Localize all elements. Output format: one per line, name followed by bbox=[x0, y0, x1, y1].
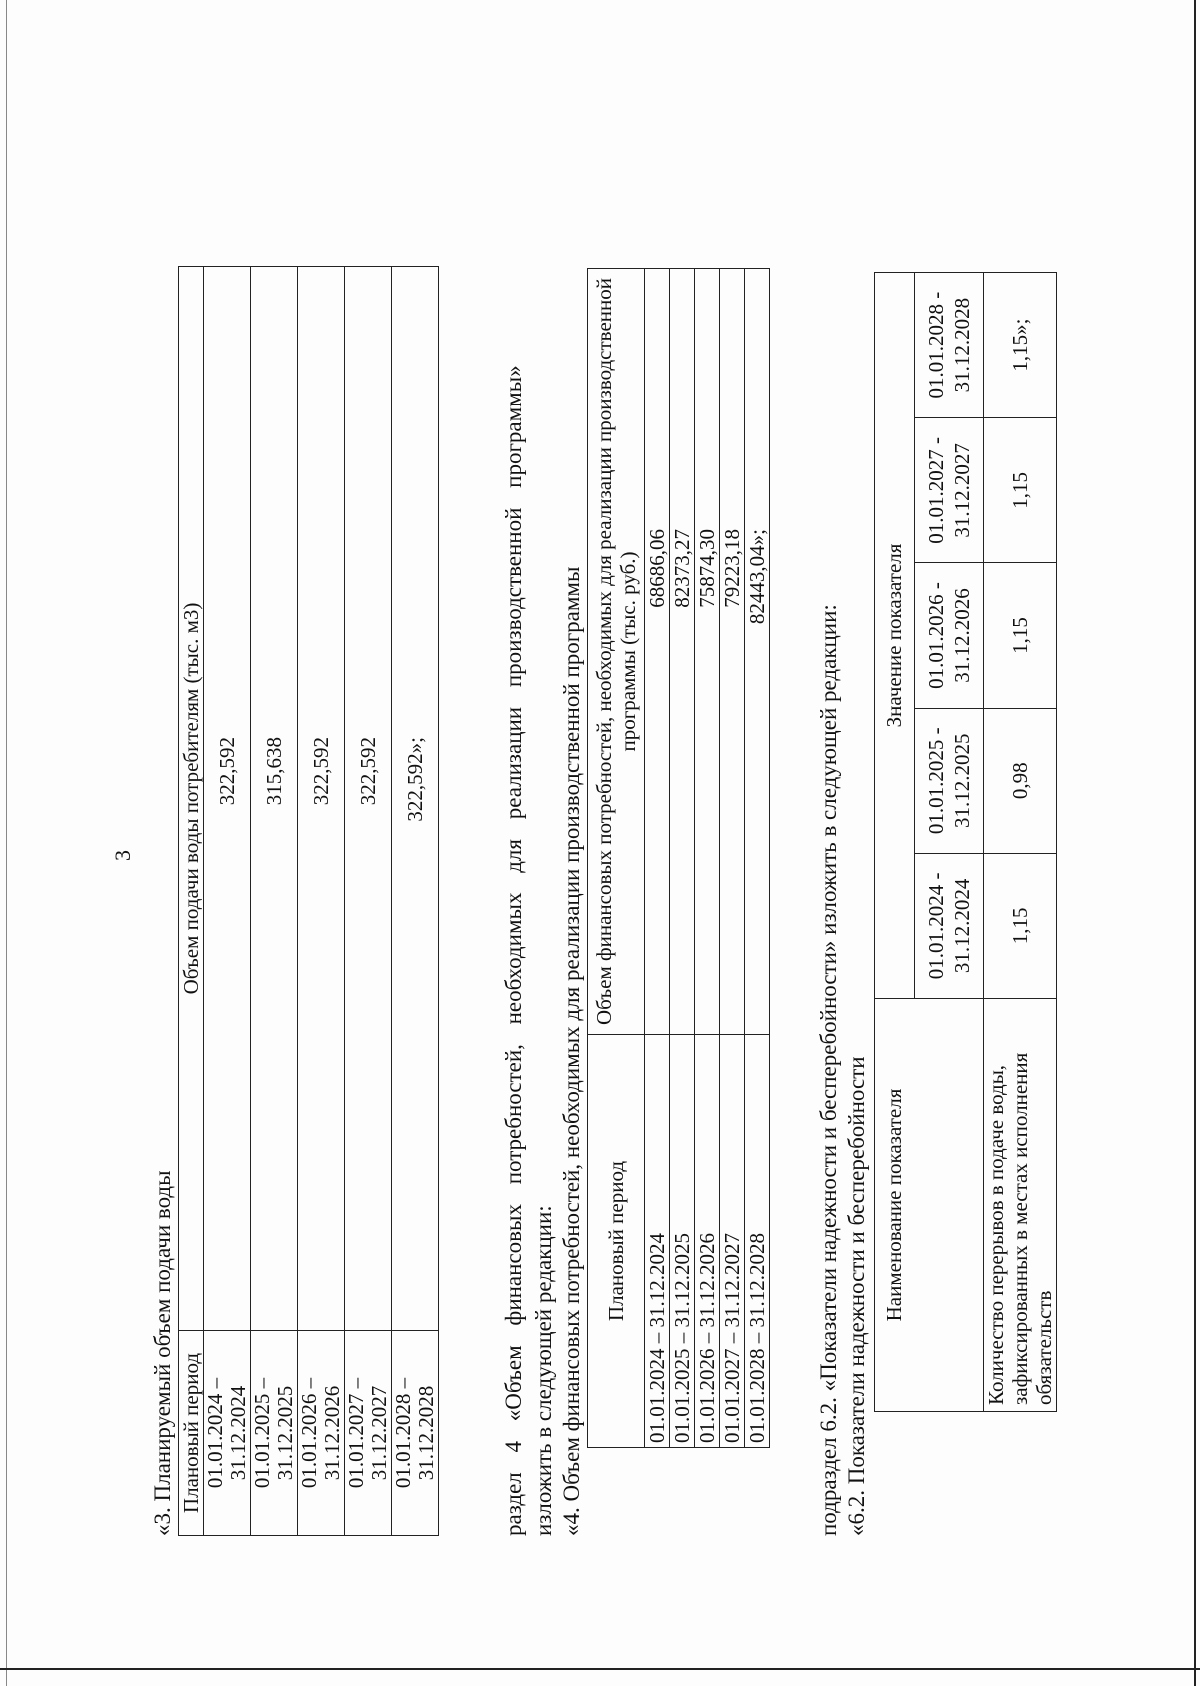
value-cell: 82373,27 bbox=[670, 269, 695, 1035]
table-row bbox=[392, 267, 439, 1536]
table-row bbox=[670, 269, 695, 1448]
value-cell: 1,15 bbox=[984, 418, 1057, 563]
period-cell: 01.01.2027 – 31.12.2027 bbox=[720, 1035, 745, 1448]
period-to: 31.12.2026 bbox=[949, 588, 974, 683]
period-from: 01.01.2027 - bbox=[923, 436, 948, 544]
table-row bbox=[645, 269, 670, 1448]
value-cell: 315,638 bbox=[251, 267, 298, 1331]
period-to: 31.12.2028 bbox=[949, 297, 974, 393]
page-number: 3 bbox=[110, 850, 135, 861]
period-from: 01.01.2028 - bbox=[923, 291, 948, 399]
table-row bbox=[695, 269, 720, 1448]
reliability-table bbox=[874, 272, 1057, 1412]
period-from: 01.01.2025 - bbox=[923, 727, 948, 835]
header-indicator-value: Значение показателя bbox=[875, 273, 915, 999]
section3-caption: «3. Планируемый объем подачи воды bbox=[150, 1170, 175, 1536]
header-volume: Объем подачи воды потребителям (тыс. м3) bbox=[179, 267, 204, 1331]
table-row bbox=[298, 267, 345, 1536]
financial-needs-table bbox=[587, 268, 770, 1448]
table-row bbox=[251, 267, 298, 1536]
period-cell: 01.01.2025 – 31.12.2025 bbox=[251, 1331, 298, 1536]
section4-caption: «4. Объем финансовых потребностей, необходимых для реализации производственной программы bbox=[559, 566, 584, 1536]
period-from: 01.01.2026 - bbox=[923, 582, 948, 689]
period-cell: 01.01.2027 – 31.12.2027 bbox=[345, 1331, 392, 1536]
document-body bbox=[150, 246, 1057, 1536]
period-cell: 01.01.2028 – 31.12.2028 bbox=[745, 1035, 770, 1448]
indicator-name-line2: зафиксированных в местах исполнения обязательств bbox=[1008, 1052, 1056, 1405]
period-header-cell bbox=[914, 418, 983, 563]
period-cell: 01.01.2024 – 31.12.2024 bbox=[204, 1331, 251, 1536]
indicator-name-cell bbox=[984, 999, 1057, 1412]
value-cell: 82443,04»; bbox=[745, 269, 770, 1035]
indicator-name-line1: Количество перерывов в подаче воды, bbox=[984, 1064, 1008, 1405]
table-row bbox=[745, 269, 770, 1448]
table-header-row bbox=[179, 267, 204, 1536]
period-to: 31.12.2025 bbox=[949, 733, 974, 828]
value-cell: 1,15 bbox=[984, 853, 1057, 998]
period-to: 31.12.2027 bbox=[949, 443, 974, 538]
table-row bbox=[984, 273, 1057, 1412]
section4-intro-line1: раздел 4 «Объем финансовых потребностей, необходимых для реализации производственной программы» bbox=[501, 365, 526, 1536]
table-row bbox=[345, 267, 392, 1536]
value-cell: 322,592»; bbox=[392, 267, 439, 1331]
value-cell: 1,15 bbox=[984, 563, 1057, 708]
section6-intro: подраздел 6.2. «Показатели надежности и бесперебойности» изложить в следующей редакции: bbox=[816, 604, 841, 1536]
header-period: Плановый период bbox=[588, 1035, 645, 1448]
value-cell: 75874,30 bbox=[695, 269, 720, 1035]
table-row bbox=[720, 269, 745, 1448]
value-cell: 322,592 bbox=[298, 267, 345, 1331]
header-indicator-name: Наименование показателя bbox=[875, 999, 984, 1412]
period-cell: 01.01.2028 – 31.12.2028 bbox=[392, 1331, 439, 1536]
value-cell: 322,592 bbox=[204, 267, 251, 1331]
table-row bbox=[204, 267, 251, 1536]
value-cell: 322,592 bbox=[345, 267, 392, 1331]
period-cell: 01.01.2025 – 31.12.2025 bbox=[670, 1035, 695, 1448]
value-cell: 1,15»; bbox=[984, 273, 1057, 418]
value-cell: 0,98 bbox=[984, 708, 1057, 853]
period-header-cell bbox=[914, 853, 983, 998]
period-header-cell bbox=[914, 563, 983, 708]
table-header-row bbox=[588, 269, 645, 1448]
water-supply-table bbox=[178, 266, 439, 1536]
value-cell: 79223,18 bbox=[720, 269, 745, 1035]
period-header-cell bbox=[914, 708, 983, 853]
period-cell: 01.01.2024 – 31.12.2024 bbox=[645, 1035, 670, 1448]
rotated-landscape-content bbox=[0, 126, 1200, 1686]
period-cell: 01.01.2026 – 31.12.2026 bbox=[298, 1331, 345, 1536]
period-cell: 01.01.2026 – 31.12.2026 bbox=[695, 1035, 720, 1448]
header-financial-volume: Объем финансовых потребностей, необходимых для реализации производственной программы (тыс. руб.) bbox=[588, 269, 645, 1035]
section4-intro-line2: изложить в следующей редакции: bbox=[531, 1205, 556, 1536]
period-header-cell bbox=[914, 273, 983, 418]
section6-caption: «6.2. Показатели надежности и бесперебойности bbox=[844, 1056, 869, 1536]
table-header-row bbox=[875, 273, 915, 1412]
header-period: Плановый период bbox=[179, 1331, 204, 1536]
period-from: 01.01.2024 - bbox=[923, 872, 948, 980]
value-cell: 68686,06 bbox=[645, 269, 670, 1035]
period-to: 31.12.2024 bbox=[949, 878, 974, 974]
